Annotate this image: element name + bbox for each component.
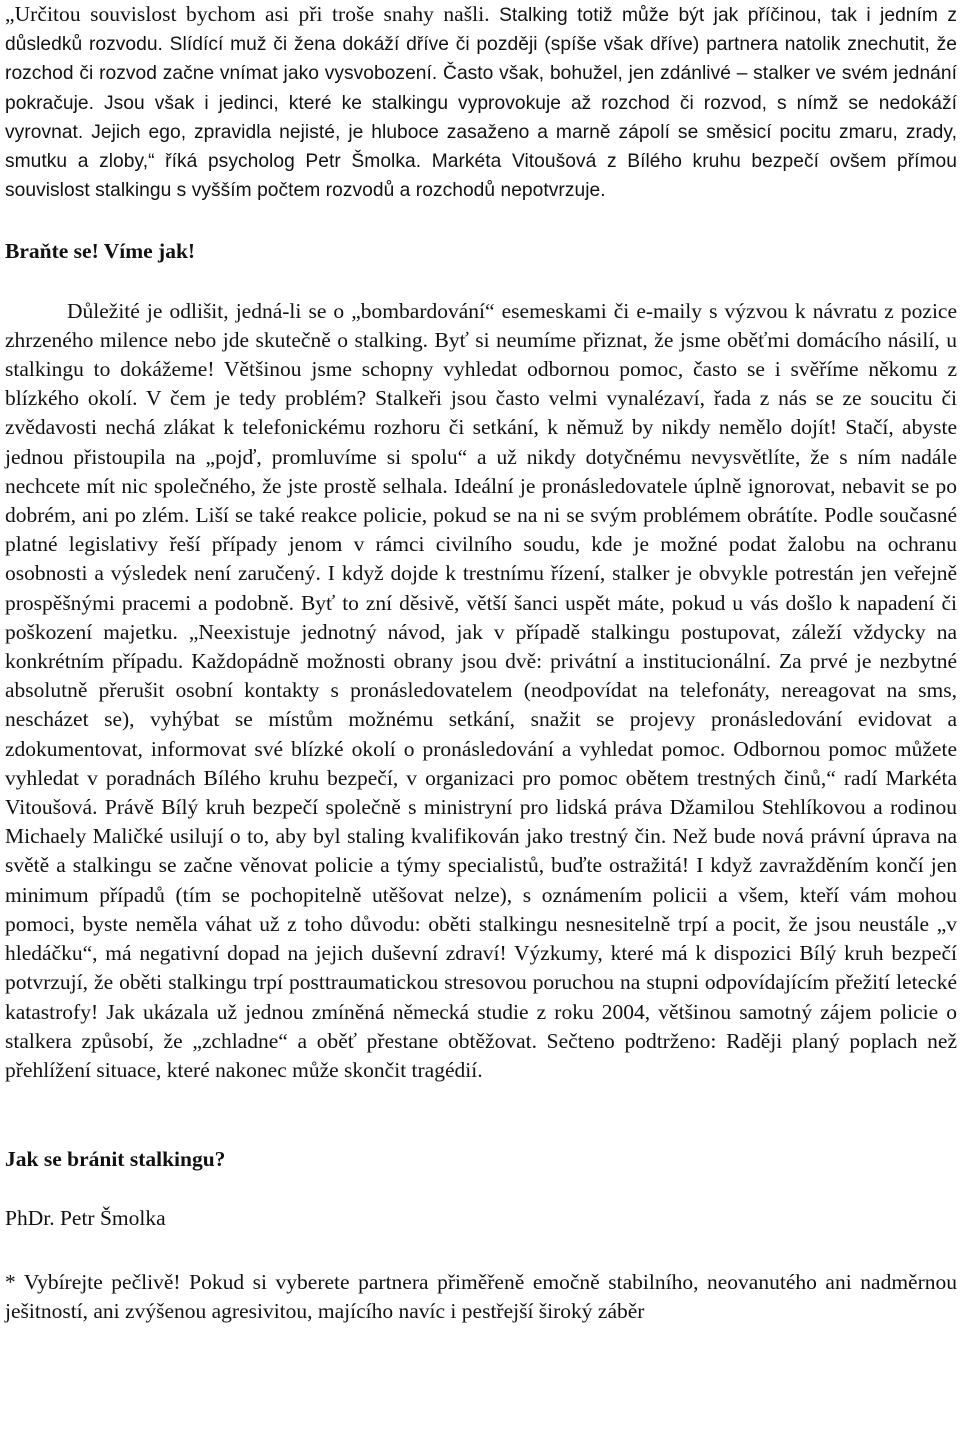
section-heading-defend: Braňte se! Víme jak! xyxy=(5,239,196,264)
document-page xyxy=(5,0,957,1326)
section-heading-how-to-defend: Jak se bránit stalkingu? xyxy=(5,1147,226,1172)
intro-rest: Stalking totiž může být jak příčinou, tak i jedním z důsledků rozvodu. Slídící muž či žena dokáží dříve či později (spíše však dříve) partnera natolik znechutit, že rozchod či rozvod začne vnímat jako vysvobození. Často však, bohužel, jen zdánlivé – stalker ve svém jednání pokračuje. Jsou však i jedinci, které ke stalkingu vyprovokuje až rozchod či rozvod, s nímž se nedokáží vyrovnat. Jejich ego, zpravidla nejisté, je hluboce zasaženo a marně zápolí se směsicí pocitu zmaru, zrady, smutku a zloby,“ říká psycholog Petr Šmolka. Markéta Vitoušová z Bílého kruhu bezpečí ovšem přímou souvislost stalkingu s vyšším počtem rozvodů a rozchodů nepotvrzuje. xyxy=(5,5,957,202)
author-name: PhDr. Petr Šmolka xyxy=(5,1206,166,1231)
advice-paragraph: * Vybírejte pečlivě! Pokud si vyberete partnera přiměřeně emočně stabilního, neovanutého ani nadměrnou ješitností, ani zvýšenou agresivitou, majícího navíc i pestřejší široký záběr xyxy=(5,1269,957,1323)
main-body-paragraph: Důležité je odlišit, jedná-li se o „bombardování“ esemeskami či e-maily s výzvou k návratu z pozice zhrzeného milence nebo jde skutečně o stalking. Byť si neumíme přiznat, že jsme oběťmi domácího násilí, u stalkingu to dokážeme! Většinou jsme schopny vyhledat odbornou pomoc, často se i svěříme někomu z blízkého okolí. V čem je tedy problém? Stalkeři jsou často velmi vynalézaví, řada z nás se ze soucitu či zvědavosti nechá zlákat k telefonickému rozhoru či setkání, k němuž by nikdy nemělo dojít! Stačí, abyste jednou přistoupila na „pojď, promluvíme si spolu“ a už nikdy dotyčnému nevysvětlíte, že s ním nadále nechcete mít nic společného, že jste prostě selhala. Ideální je pronásledovatele úplně ignorovat, nebavit se po dobrém, ani po zlém. Liší se také reakce policie, pokud se na ni se svým problémem obrátíte. Podle současné platné legislativy řeší případy jenom v rámci civilního soudu, kde je možné podat žalobu na ochranu osobnosti a výsledek není zaručený. I když dojde k trestnímu řízení, stalker je obvykle potrestán jen veřejně prospěšnými pracemi a podobně. Byť to zní děsivě, větší šanci uspět máte, pokud u vás došlo k napadení či poškození majetku. „Neexistuje jednotný návod, jak v případě stalkingu postupovat, záleží vždycky na konkrétním případu. Každopádně možnosti obrany jsou dvě: privátní a institucionální. Za prvé je nezbytné absolutně přerušit osobní kontakty s pronásledovatelem (neodpovídat na telefonáty, nereagovat na sms, nescházet se), vyhýbat se místům možnému setkání, snažit se projevy pronásledování evidovat a zdokumentovat, informovat své blízké okolí o pronásledování a vyhledat pomoc. Odbornou pomoc můžete vyhledat v poradnách Bílého kruhu bezpečí, v organizaci pro pomoc obětem trestných činů,“ radí Markéta Vitoušová. Právě Bílý kruh bezpečí společně s ministryní pro lidská práva Džamilou Stehlíkovou a rodinou Michaely Maličké usilují o to, aby byl staling kvalifikován jako trestný čin. Než bude nová právní úprava na světě a stalkingu se začne věnovat policie a týmy specialistů, buďte ostražitá! I když zavražděním končí jen minimum případů (tím se pochopitelně utěšovat nelze), s oznámením policii a všem, kteří vám mohou pomoci, byste neměla váhat už z toho důvodu: oběti stalkingu nesnesitelně trpí a pocit, že jsou neustále „v hledáčku“, má negativní dopad na jejich duševní zdraví! Výzkumy, které má k dispozici Bílý kruh bezpečí potvrzují, že oběti stalkingu trpí posttraumatickou stresovou poruchou na stupni odpovídajícím přežití letecké katastrofy! Jak ukázala už jednou zmíněná německá studie z roku 2004, většinou samotný zájem policie o stalkera způsobí, že „zchladne“ a oběť přestane obtěžovat. Sečteno podtrženo: Raději planý poplach než přehlížení situace, které nakonec může skončit tragédií. xyxy=(5,298,957,1082)
intro-lead-sentence: „Určitou souvislost bychom asi při troše snahy našli. xyxy=(5,2,490,26)
intro-paragraph xyxy=(5,0,957,205)
